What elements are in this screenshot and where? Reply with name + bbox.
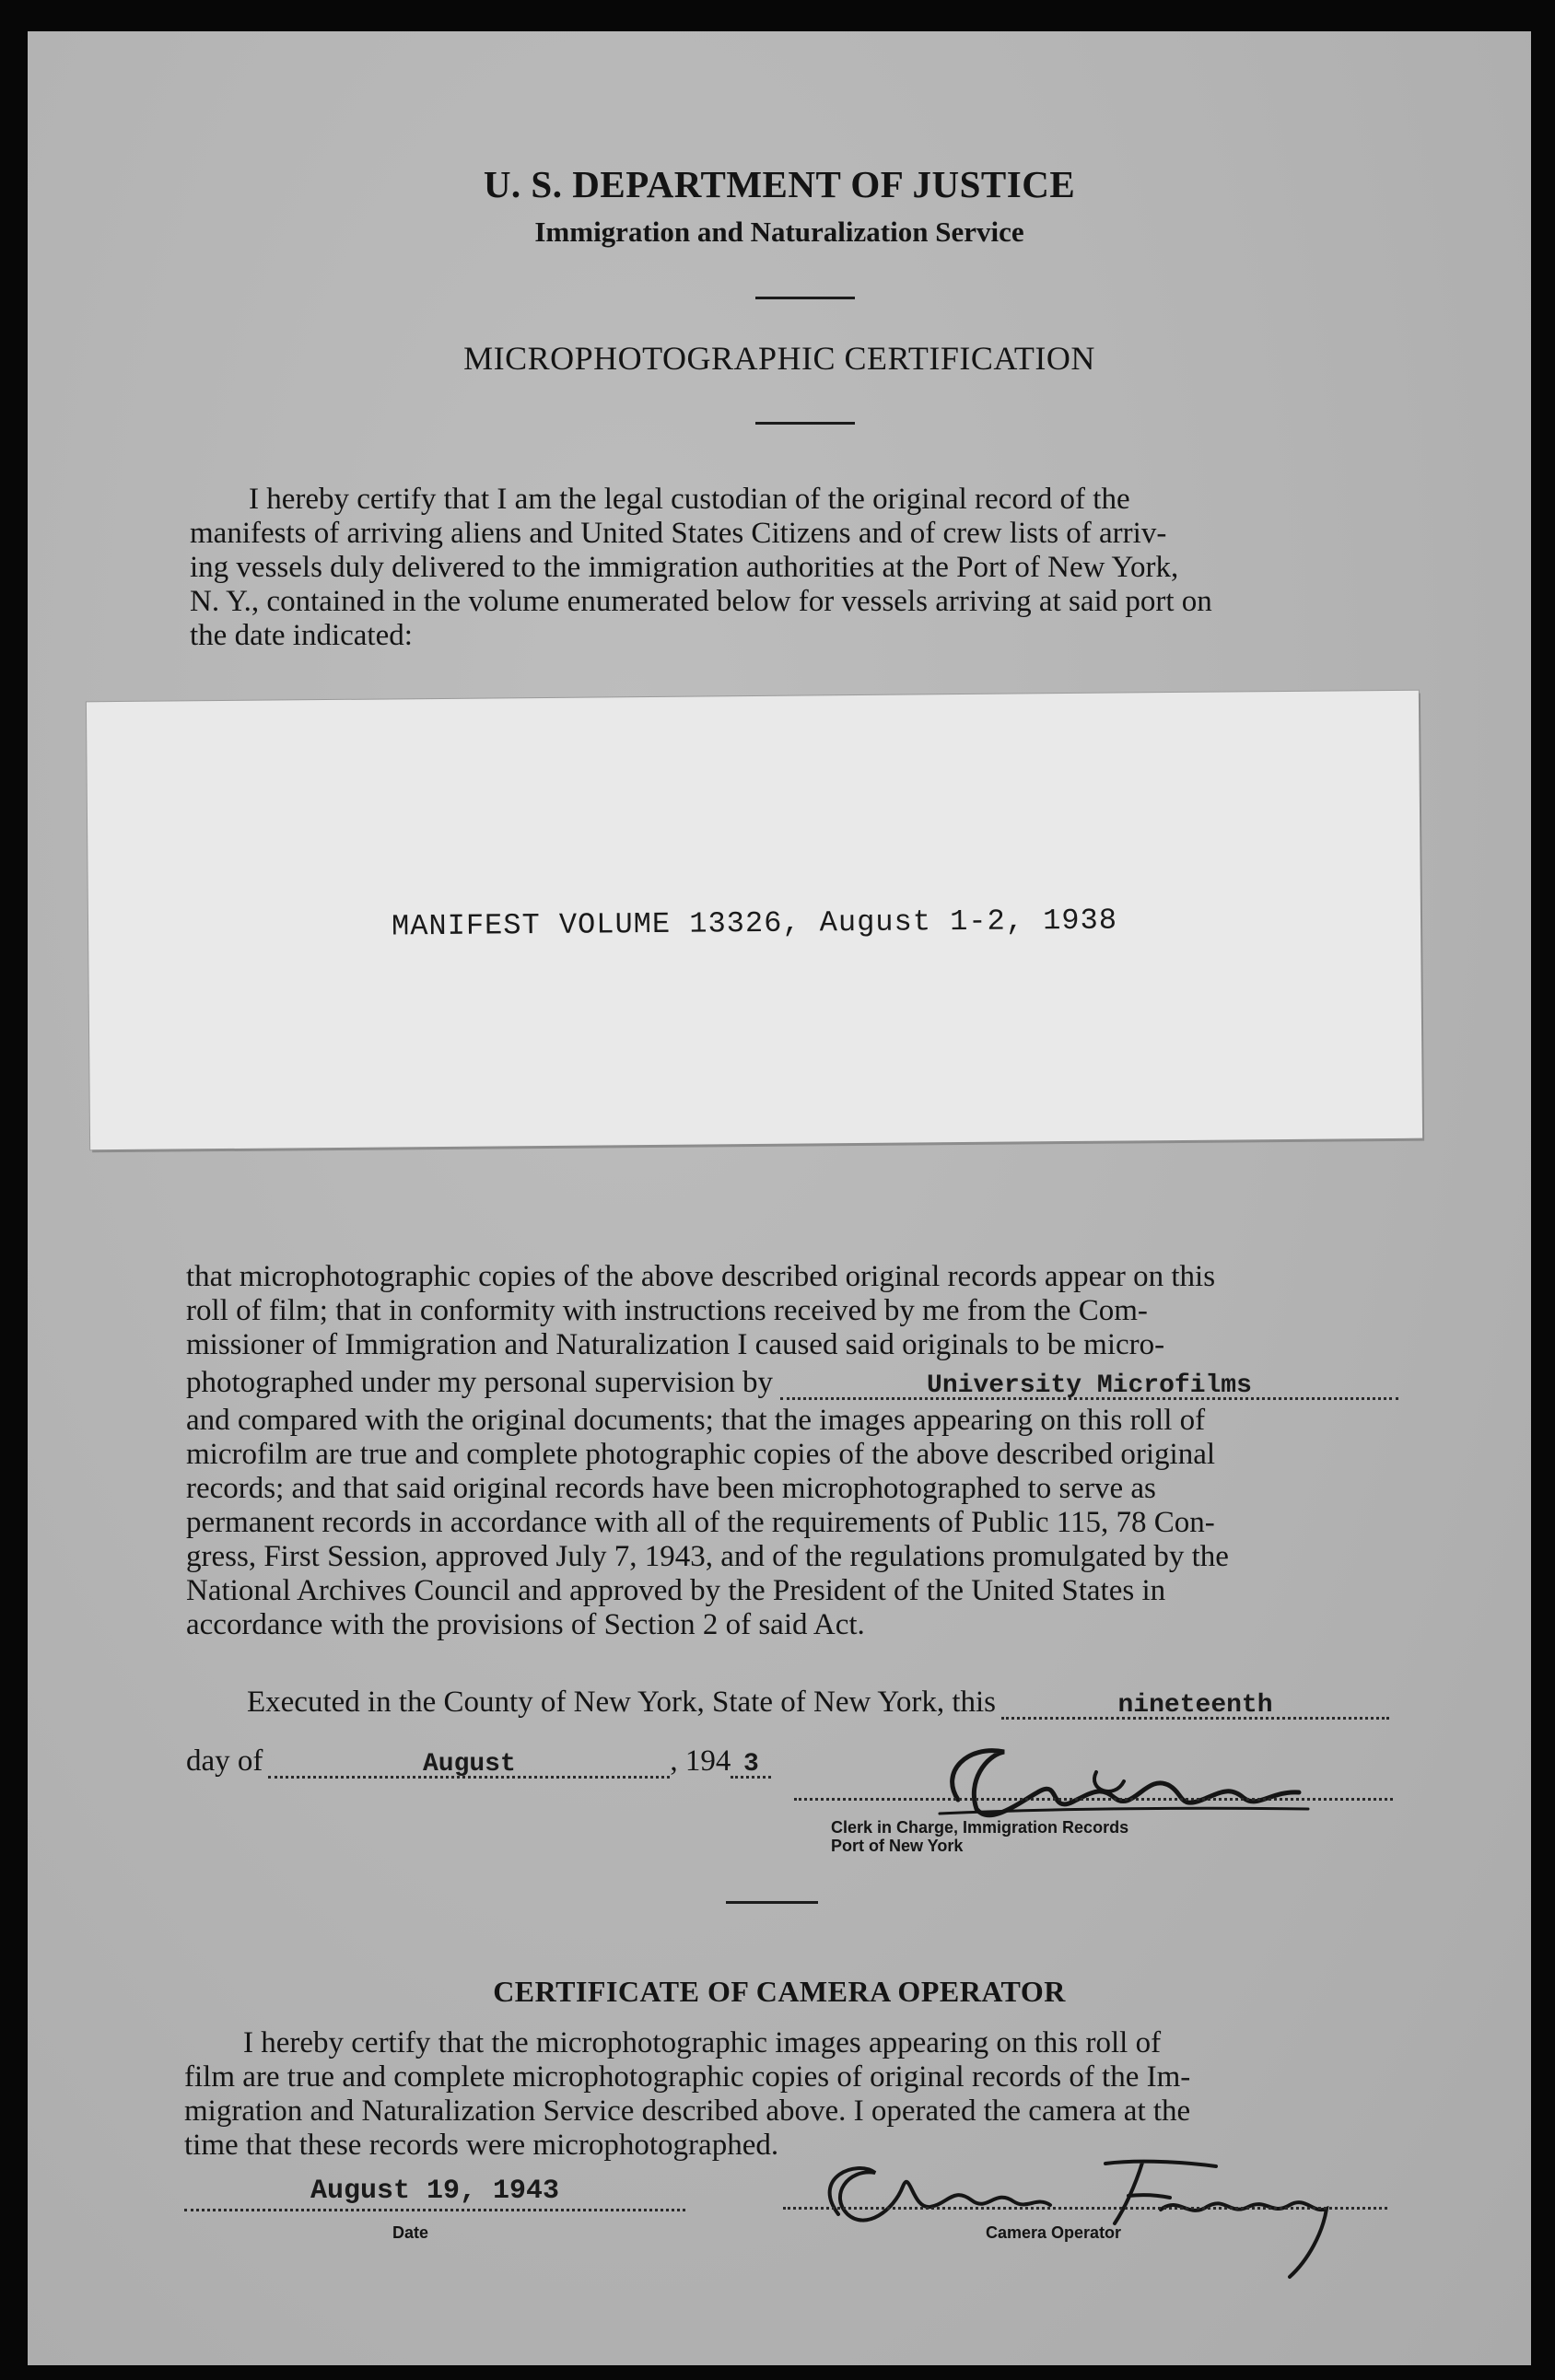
month-field [268, 1748, 670, 1779]
body-paragraph [186, 1260, 1398, 1642]
execution-day-value: nineteenth [1117, 1691, 1273, 1720]
intro-line: I hereby certify that I am the legal custodian of the original record of the [249, 483, 1130, 516]
month-value: August [422, 1750, 516, 1779]
intro-line: ing vessels duly delivered to the immigration authorities at the Port of New York, [190, 551, 1179, 584]
clerk-title-line: Clerk in Charge, Immigration Records [831, 1818, 1129, 1837]
supervision-line [186, 1362, 1398, 1404]
body-line: records; and that said original records have been microphotographed to serve as [186, 1472, 1156, 1505]
operator-date-value: August 19, 1943 [310, 2176, 560, 2207]
manifest-volume-text: MANIFEST VOLUME 13326, August 1-2, 1938 [391, 903, 1118, 944]
date-label: Date [392, 2223, 429, 2242]
camera-line: migration and Naturalization Service described above. I operated the camera at the [184, 2094, 1191, 2128]
intro-line: the date indicated: [190, 619, 413, 652]
divider [755, 297, 855, 299]
supervision-value: University Microfilms [927, 1371, 1252, 1400]
body-line: gress, First Session, approved July 7, 1943, and of the regulations promulgated by the [186, 1540, 1229, 1573]
body-line: permanent records in accordance with all of the requirements of Public 115, 78 Con- [186, 1506, 1215, 1539]
body-line: missioner of Immigration and Naturalization I caused said originals to be micro- [186, 1328, 1165, 1361]
clerk-title [831, 1818, 1128, 1855]
execution-prefix: Executed in the County of New York, State of New York, this [247, 1686, 997, 1719]
camera-operator-title: CERTIFICATE OF CAMERA OPERATOR [493, 1975, 1066, 2008]
camera-operator-label: Camera Operator [986, 2223, 1122, 2242]
body-line: roll of film; that in conformity with instructions received by me from the Com- [186, 1294, 1148, 1327]
intro-paragraph [190, 483, 1397, 653]
camera-line: film are true and complete microphotographic copies of original records of the Im- [184, 2060, 1191, 2094]
manifest-volume-slip [87, 691, 1422, 1150]
operator-signature-line [783, 2207, 1387, 2210]
day-of-label: day of [186, 1744, 263, 1778]
intro-line: manifests of arriving aliens and United States Citizens and of crew lists of arriv- [190, 517, 1167, 550]
supervision-field [780, 1370, 1398, 1400]
divider [755, 422, 855, 425]
body-line: and compared with the original documents; that the images appearing on this roll of [186, 1404, 1206, 1437]
intro-line: N. Y., contained in the volume enumerated below for vessels arriving at said port on [190, 585, 1212, 618]
body-line: microfilm are true and complete photographic copies of the above described original [186, 1438, 1216, 1471]
department-heading: U. S. DEPARTMENT OF JUSTICE [483, 163, 1076, 205]
body-line: that microphotographic copies of the above described original records appear on this [186, 1260, 1216, 1293]
certification-title: MICROPHOTOGRAPHIC CERTIFICATION [463, 340, 1095, 377]
year-prefix: , 194 [670, 1744, 731, 1778]
certificate-page [28, 31, 1531, 2365]
supervision-prefix: photographed under my personal supervision by [186, 1366, 773, 1399]
divider [726, 1901, 818, 1904]
camera-operator-signature [774, 2122, 1363, 2288]
body-line: accordance with the provisions of Section 2 of said Act. [186, 1608, 865, 1641]
camera-line: time that these records were microphotographed. [184, 2129, 779, 2162]
operator-date-field [184, 2177, 685, 2211]
date-line [186, 1744, 849, 1779]
year-value: 3 [742, 1750, 759, 1779]
body-line: National Archives Council and approved by the President of the United States in [186, 1574, 1166, 1607]
clerk-title-line: Port of New York [831, 1837, 964, 1855]
service-subheading: Immigration and Naturalization Service [534, 216, 1024, 248]
execution-line [247, 1686, 1389, 1720]
clerk-signature-line [794, 1798, 1393, 1801]
camera-line: I hereby certify that the microphotographic images appearing on this roll of [243, 2026, 1162, 2059]
execution-day-field [1001, 1689, 1389, 1720]
year-field [731, 1748, 771, 1779]
